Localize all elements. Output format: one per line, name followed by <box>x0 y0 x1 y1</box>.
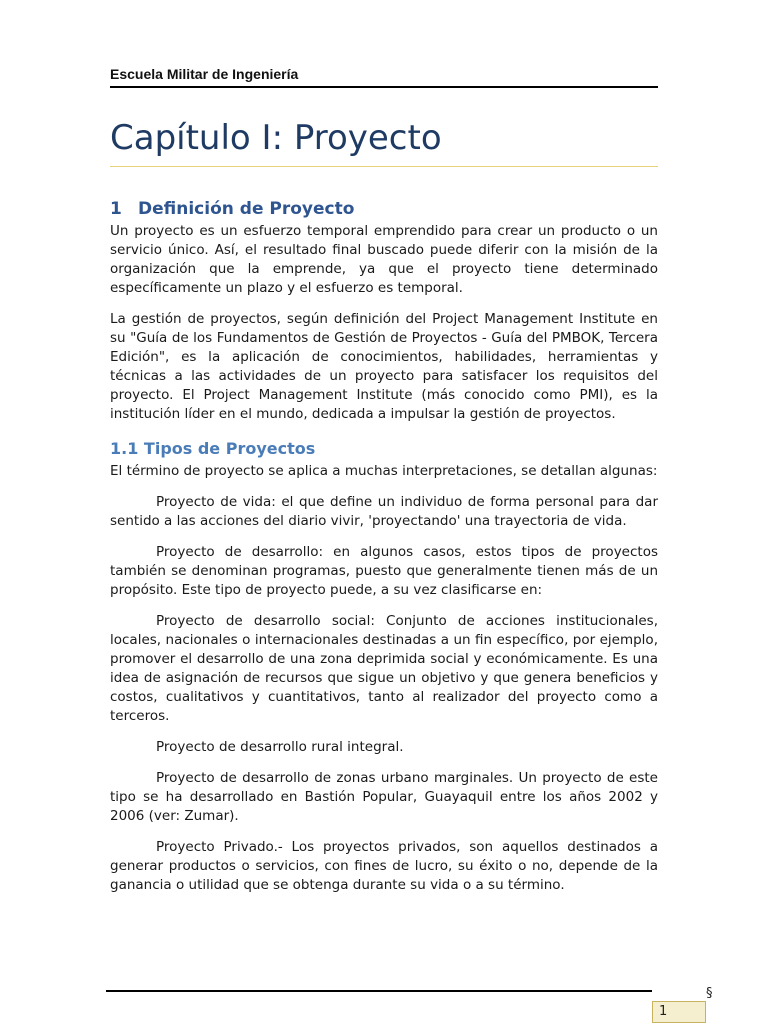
list-item: Proyecto de desarrollo de zonas urbano marginales. Un proyecto de este tipo se ha desarrollado en Bastión Popular, Guayaquil entre los años 2002 y 2006 (ver: Zumar). <box>110 770 658 824</box>
document-body <box>110 198 658 907</box>
section-title: Definición de Proyecto <box>138 199 355 219</box>
section-number: 1 <box>110 199 122 219</box>
list-item: Proyecto Privado.- Los proyectos privados, son aquellos destinados a generar productos o servicios, con fines de lucro, su éxito o no, depende de la ganancia o utilidad que se obtenga durante su vida o a su término. <box>110 839 658 893</box>
section-mark: § <box>706 986 713 1001</box>
list-item: Proyecto de vida: el que define un individuo de forma personal para dar sentido a las acciones del diario vivir, 'proyectando' una trayectoria de vida. <box>110 494 658 529</box>
paragraph: La gestión de proyectos, según definición del Project Management Institute en su "Guía de los Fundamentos de Gestión de Proyectos - Guía del PMBOK, Tercera Edición", es la aplicación de conocimientos, habilidades, herramientas y técnicas a las actividades de un proyecto para satisfacer los requisitos del proyecto. El Project Management Institute (más conocido como PMI), es la institución líder en el mundo, dedicada a impulsar la gestión de proyectos. <box>110 311 658 422</box>
list-item: Proyecto de desarrollo rural integral. <box>156 739 404 755</box>
section-heading-1 <box>110 198 658 220</box>
page-header <box>110 64 658 88</box>
page-number: 1 <box>652 1001 706 1023</box>
chapter-title: Capítulo I: Proyecto <box>110 118 658 167</box>
list-item: Proyecto de desarrollo: en algunos casos, estos tipos de proyectos también se denominan programas, puesto que generalmente tienen más de un propósito. Este tipo de proyecto puede, a su vez clasificarse en: <box>110 544 658 598</box>
list-item: Proyecto de desarrollo social: Conjunto de acciones institucionales, locales, nacionales o internacionales destinadas a un fin específico, por ejemplo, promover el desarrollo de una zona deprimida social y económicamente. Es una idea de asignación de recursos que sigue un objetivo y que genera beneficios y costos, cualitativos y cuantitativos, tanto al realizador del proyecto como a terceros. <box>110 613 658 724</box>
institution-name: Escuela Militar de Ingeniería <box>110 66 299 82</box>
paragraph: El término de proyecto se aplica a muchas interpretaciones, se detallan algunas: <box>110 463 658 479</box>
paragraph: Un proyecto es un esfuerzo temporal emprendido para crear un producto o un servicio único. Así, el resultado final buscado puede diferir con la misión de la organización que la emprende, ya que el proyecto tiene determinado específicamente un plazo y el esfuerzo es temporal. <box>110 223 658 296</box>
section-heading-1-1: 1.1 Tipos de Proyectos <box>110 439 316 458</box>
footer-rule <box>106 990 652 992</box>
